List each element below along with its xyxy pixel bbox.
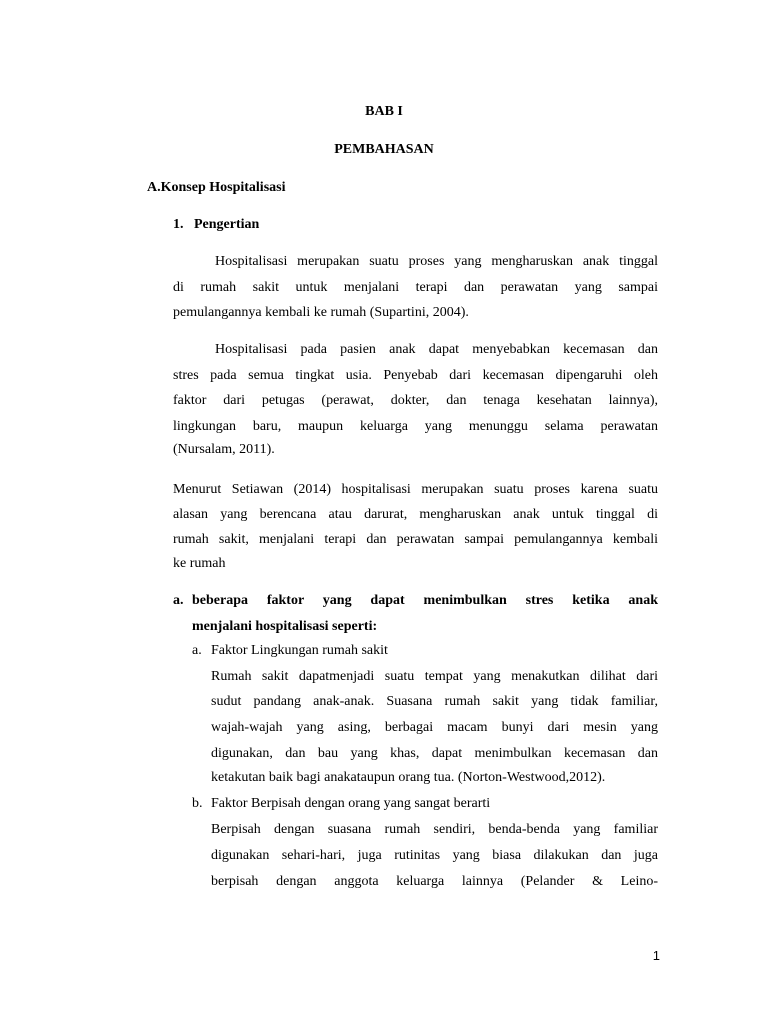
item-b-marker: b. [192,796,203,811]
paragraph-2-line-3: faktor dari petugas (perawat, dokter, dan tenaga kesehatan lainnya), [173,393,658,408]
chapter-heading: BAB I [365,104,403,119]
paragraph-3-line-2: alasan yang berencana atau darurat, mengharuskan anak untuk tinggal di [173,507,658,522]
paragraph-2-line-5: (Nursalam, 2011). [173,442,275,457]
item-b-title: Faktor Berpisah dengan orang yang sangat berarti [211,796,491,811]
page-title: PEMBAHASAN [334,142,434,157]
item-b-line-2: digunakan sehari-hari, juga rutinitas yang biasa dilakukan dan juga [211,848,658,863]
paragraph-3-line-4: ke rumah [173,556,226,571]
list-heading-line-2: menjalani hospitalisasi seperti: [192,619,378,634]
section-heading: A.Konsep Hospitalisasi [147,180,286,195]
item-a-marker: a. [192,643,202,658]
paragraph-1-line-2: di rumah sakit untuk menjalani terapi dan perawatan yang sampai [173,280,658,295]
paragraph-3-line-3: rumah sakit, menjalani terapi dan perawatan sampai pemulangannya kembali [173,532,658,547]
paragraph-2-line-1: Hospitalisasi pada pasien anak dapat menyebabkan kecemasan dan [215,342,658,357]
page-number: 1 [652,948,660,963]
paragraph-2-line-2: stres pada semua tingkat usia. Penyebab dari kecemasan dipengaruhi oleh [173,368,658,383]
item-a-line-2: sudut pandang anak-anak. Suasana rumah sakit yang tidak familiar, [211,694,658,709]
list-marker-a: a. [173,593,184,608]
item-a-title: Faktor Lingkungan rumah sakit [211,643,388,658]
paragraph-1-line-3: pemulangannya kembali ke rumah (Supartini, 2004). [173,305,469,320]
list-heading-line-1: beberapa faktor yang dapat menimbulkan stres ketika anak [192,593,658,608]
subsection-heading: 1. Pengertian [173,217,260,232]
item-a-line-3: wajah-wajah yang asing, berbagai macam bunyi dari mesin yang [211,720,658,735]
item-a-line-4: digunakan, dan bau yang khas, dapat menimbulkan kecemasan dan [211,746,658,761]
paragraph-1-line-1: Hospitalisasi merupakan suatu proses yang mengharuskan anak tinggal [215,254,658,269]
item-a-line-1: Rumah sakit dapatmenjadi suatu tempat yang menakutkan dilihat dari [211,669,658,684]
item-a-line-5: ketakutan baik bagi anakataupun orang tua. (Norton-Westwood,2012). [211,770,606,785]
paragraph-2-line-4: lingkungan baru, maupun keluarga yang menunggu selama perawatan [173,419,658,434]
paragraph-3-line-1: Menurut Setiawan (2014) hospitalisasi merupakan suatu proses karena suatu [173,482,658,497]
item-b-line-3: berpisah dengan anggota keluarga lainnya (Pelander & Leino- [211,874,658,889]
item-b-line-1: Berpisah dengan suasana rumah sendiri, benda-benda yang familiar [211,822,658,837]
